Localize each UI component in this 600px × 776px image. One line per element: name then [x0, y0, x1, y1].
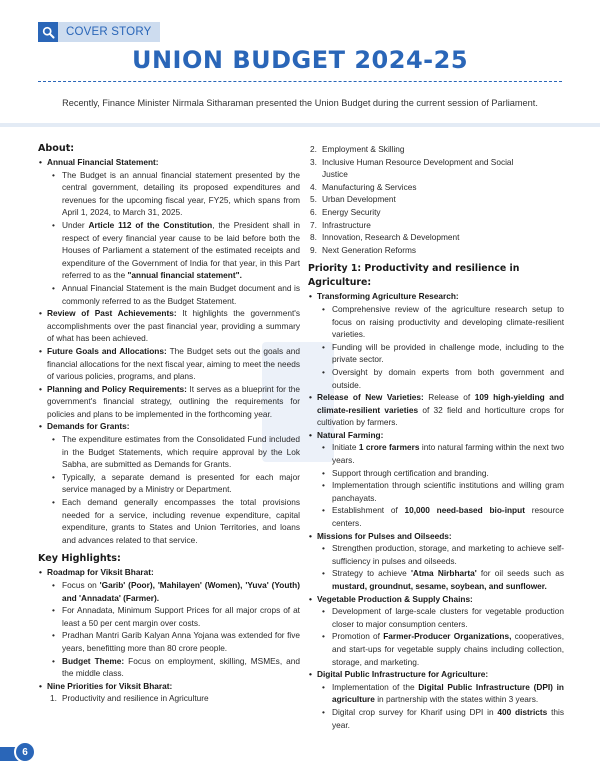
priority-item-continuation: Justice: [322, 169, 348, 180]
grants-heading: • Demands for Grants:: [38, 420, 300, 433]
page-title: UNION BUDGET 2024-25: [131, 46, 469, 74]
page-number: 6: [14, 741, 36, 763]
natural-farming-heading: • Natural Farming:: [308, 429, 564, 442]
grants-point-3: • Each demand generally encompasses the total provisions needed for a service, including revenue expenditure, capital expenditure, grants to States and Union Territories, and loans and advances related to that service.: [38, 496, 300, 546]
research-point-1: • Comprehensive review of the agriculture research setup to focus on raising productivity and developing climate-resilient varieties.: [308, 303, 564, 341]
pulses-heading: • Missions for Pulses and Oilseeds:: [308, 530, 564, 543]
grants-point-2: • Typically, a separate demand is presented for each major service managed by a Ministry or Department.: [38, 471, 300, 496]
priority-1-heading: Priority 1: Productivity and resilience in Agriculture:: [308, 263, 520, 289]
review-point: • Review of Past Achievements: It highlights the government's accomplishments over the past financial year, providing a summary of what has been achieved.: [38, 307, 300, 345]
afs-point-2: • Under Article 112 of the Constitution, the President shall in respect of every financial year cause to be laid before both the Houses of Parliament a statement of the estimated receipts and expenditure of the Government of India for that year, in this Part referred to as the "annual financial statement".: [38, 219, 300, 282]
priority-item: 7. Infrastructure: [310, 219, 371, 230]
natural-point-3: • Implementation through scientific institutions and willing gram panchayats.: [308, 479, 564, 504]
left-column: [38, 142, 300, 705]
highlights-heading: Key Highlights:: [38, 553, 121, 565]
planning-point: • Planning and Policy Requirements: It serves as a blueprint for the government's financial strategy, outlining the requirements for policies and plans to be implemented in the forthcoming year.: [38, 383, 300, 421]
section-tag: [38, 22, 160, 42]
priority-item: 4. Manufacturing & Services: [310, 181, 417, 192]
afs-point-1: • The Budget is an annual financial statement presented by the central government, detailing its proposed expenditures and revenues for the upcoming fiscal year, FY25, which spans from April 1, 2024, to March 31, 2025.: [38, 169, 300, 219]
roadmap-point-2: • For Annadata, Minimum Support Prices for all major crops of at least a 50 per cent margin over costs.: [38, 604, 300, 629]
priority-item: 6. Energy Security: [310, 206, 381, 217]
varieties-point: • Release of New Varieties: Release of 109 high-yielding and climate-resilient varieties of 32 field and horticulture crops for cultivation by farmers.: [308, 391, 564, 429]
vegetable-point-2: • Promotion of Farmer-Producer Organizations, cooperatives, and start-ups for vegetable supply chains including collection, storage, and marketing.: [308, 630, 564, 668]
natural-point-4: • Establishment of 10,000 need-based bio-input resource centers.: [308, 504, 564, 529]
grants-point-1: • The expenditure estimates from the Consolidated Fund included in the Budget Statements, which require approval by the Lok Sabha, are submitted as Demands for Grants.: [38, 433, 300, 471]
vegetable-heading: • Vegetable Production & Supply Chains:: [308, 593, 564, 606]
about-heading: About:: [38, 143, 75, 154]
afs-point-3: • Annual Financial Statement is the main Budget document and is commonly referred to as the Budget Statement.: [38, 282, 300, 307]
section-tag-label: COVER STORY: [58, 22, 160, 42]
pulses-point-2: • Strategy to achieve 'Atma Nirbharta' for oil seeds such as mustard, groundnut, sesame, soybean, and sunflower.: [308, 567, 564, 592]
natural-point-2: • Support through certification and branding.: [308, 467, 564, 480]
nine-priorities-heading: • Nine Priorities for Viksit Bharat:: [38, 680, 300, 693]
roadmap-point-3: • Pradhan Mantri Garib Kalyan Anna Yojana was extended for five years, benefitting more than 80 crore people.: [38, 629, 300, 654]
dpi-point-2: • Digital crop survey for Kharif using DPI in 400 districts this year.: [308, 706, 564, 731]
dpi-point-1: • Implementation of the Digital Public Infrastructure (DPI) in agriculture in partnership with the states within 3 years.: [308, 681, 564, 706]
priority-item: 5. Urban Development: [310, 194, 396, 205]
roadmap-heading: • Roadmap for Viksit Bharat:: [38, 566, 300, 579]
priority-item: 9. Next Generation Reforms: [310, 244, 417, 255]
intro-text: Recently, Finance Minister Nirmala Sitharaman presented the Union Budget during the current session of Parliament.: [62, 98, 538, 108]
title-divider: [38, 81, 562, 82]
vegetable-point-1: • Development of large-scale clusters for vegetable production closer to major consumption centers.: [308, 605, 564, 630]
research-point-3: • Oversight by domain experts from both government and outside.: [308, 366, 564, 391]
priority-item: 1. Productivity and resilience in Agriculture: [50, 693, 209, 704]
pulses-point-1: • Strengthen production, storage, and marketing to achieve self-sufficiency in pulses and oilseeds.: [308, 542, 564, 567]
research-point-2: • Funding will be provided in challenge mode, including to the private sector.: [308, 341, 564, 366]
search-icon: [38, 22, 58, 42]
research-heading: • Transforming Agriculture Research:: [308, 290, 564, 303]
future-point: • Future Goals and Allocations: The Budget sets out the goals and financial allocations for the next fiscal year, aiming to meet the needs of various policies, programs, and plans.: [38, 345, 300, 383]
roadmap-point-1: • Focus on 'Garib' (Poor), 'Mahilayen' (Women), 'Yuva' (Youth) and 'Annadata' (Farmer).: [38, 579, 300, 604]
priority-item: 2. Employment & Skilling: [310, 144, 405, 154]
priority-item: 3. Inclusive Human Resource Development and Social: [310, 156, 514, 167]
afs-heading: • Annual Financial Statement:: [38, 156, 300, 169]
dpi-heading: • Digital Public Infrastructure for Agriculture:: [308, 668, 564, 681]
priority-item: 8. Innovation, Research & Development: [310, 232, 460, 243]
right-column: [308, 143, 564, 731]
intro-rule: [0, 123, 600, 127]
roadmap-point-4: • Budget Theme: Focus on employment, skilling, MSMEs, and the middle class.: [38, 655, 300, 680]
natural-point-1: • Initiate 1 crore farmers into natural farming within the next two years.: [308, 441, 564, 466]
